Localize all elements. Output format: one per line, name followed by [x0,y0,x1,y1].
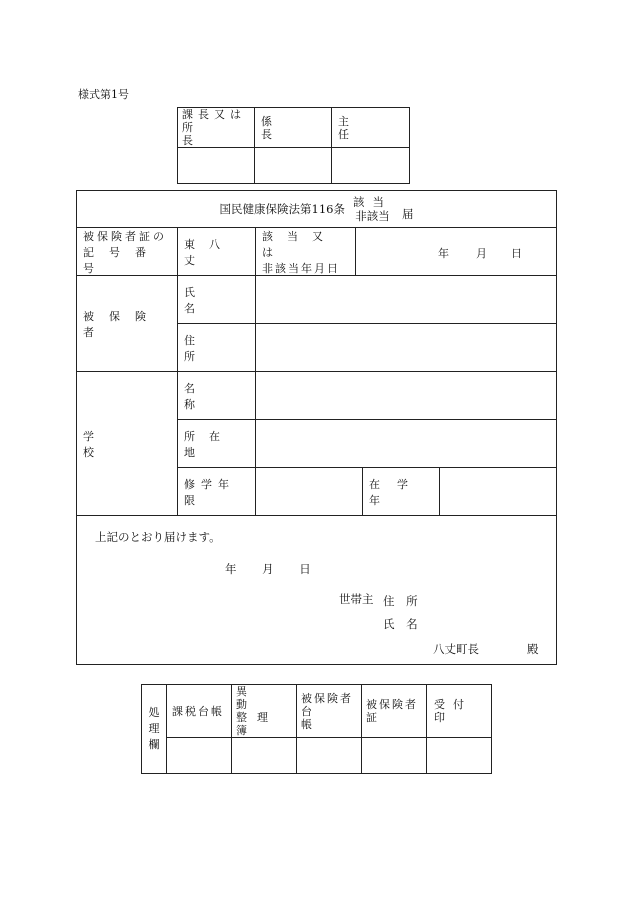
applicable-date-label [256,228,355,275]
form-title-main: 国民健康保険法第116条 [219,202,345,216]
processing-table [141,684,492,774]
study-years-label [178,468,255,515]
addressee-mayor: 八丈町長 [433,642,479,656]
processing-side-char-1: 処 [148,706,160,719]
enrolled-years-label-text: 在学年 [369,477,425,507]
school-label-text: 学校 [83,429,172,459]
processing-side-label [142,685,167,774]
insured-name-label-text: 氏名 [184,285,235,315]
householder-address-label: 住 所 [383,594,418,608]
insured-name-field[interactable] [256,276,556,323]
school-label [77,372,177,515]
processing-col2-line1: 異動 [236,685,281,711]
approval-stamp-2[interactable] [255,148,332,184]
form-title-option-not-applicable: 非該当 [355,209,390,223]
declaration-date: 年 月 日 [225,562,311,576]
approval-col3-label: 主任 [338,114,389,141]
approval-col-chief [255,108,332,148]
school-name-label-text: 名称 [184,381,235,411]
form-number: 様式第1号 [78,88,129,101]
date-year: 年 [438,247,449,260]
processing-stamp-5[interactable] [427,738,492,774]
insured-address-field[interactable] [256,324,556,371]
processing-col-receipt-stamp [427,685,492,738]
processing-side-char-2: 理 [148,722,160,735]
insurance-card-prefix: 東八丈 [184,237,234,267]
processing-col3-line2: 台帳 [301,704,342,731]
processing-col-insured-ledger [297,685,362,738]
applicable-date-label-line1: 該当又は [262,229,337,259]
insurance-card-label-line2: 記号番号 [83,245,161,275]
insurance-card-number-field[interactable] [178,228,255,275]
processing-stamp-3[interactable] [297,738,362,774]
enrolled-years-label [363,468,439,515]
school-name-label [178,372,255,419]
insurance-card-label-line1: 被保険者証の [83,229,167,243]
approval-stamp-3[interactable] [332,148,410,184]
school-name-field[interactable] [256,372,556,419]
insurance-card-label [77,228,177,275]
processing-col-insured-card [362,685,427,738]
processing-stamp-2[interactable] [232,738,297,774]
householder-label: 世帯主 [339,592,374,606]
form-title-end: 届 [401,207,414,221]
insured-address-label-text: 住所 [184,333,235,363]
approval-stamp-1[interactable] [178,148,255,184]
applicable-date-label-line2: 非該当年月日 [262,261,340,275]
study-years-field[interactable] [256,468,362,515]
school-location-field[interactable] [256,420,556,467]
approval-stamp-table [177,107,410,184]
approval-col1-line2: 所長 [182,121,233,147]
form-title-option-applicable: 該当 [352,195,392,209]
insured-address-label [178,324,255,371]
processing-stamp-1[interactable] [167,738,232,774]
approval-col-officer [332,108,410,148]
applicable-date-field[interactable] [356,228,556,275]
processing-col3-line1: 被保険者 [301,691,353,705]
school-location-label-text: 所在地 [184,429,234,459]
processing-col-tax-ledger [167,685,232,738]
processing-side-char-3: 欄 [148,738,160,751]
study-years-label-text: 修学年限 [184,477,235,507]
processing-col4-line2: 証 [366,711,377,724]
processing-col2-line2: 整理簿 [236,711,278,737]
declaration-form [76,190,557,665]
date-day: 日 [511,247,522,260]
declaration-notice: 上記のとおり届けます。 [95,530,221,544]
approval-col1-line1: 課長又は [182,108,246,121]
enrolled-years-field[interactable] [440,468,556,515]
processing-col5-label: 受付印 [434,698,472,724]
addressee-honorific: 殿 [527,642,539,656]
processing-col4-line1: 被保険者 [366,698,418,711]
date-month: 月 [476,247,487,260]
insured-person-label-text: 被保険者 [83,309,161,339]
householder-name-label: 氏 名 [383,617,418,631]
processing-col1-label: 課税台帳 [172,704,224,718]
form-title [77,191,556,228]
insured-name-label [178,276,255,323]
form-title-options [353,195,392,223]
approval-col-section-chief [178,108,255,148]
school-location-label [178,420,255,467]
processing-col-change-register [232,685,297,738]
approval-col2-label: 係長 [261,114,312,141]
insured-person-label [77,276,177,371]
processing-stamp-4[interactable] [362,738,427,774]
